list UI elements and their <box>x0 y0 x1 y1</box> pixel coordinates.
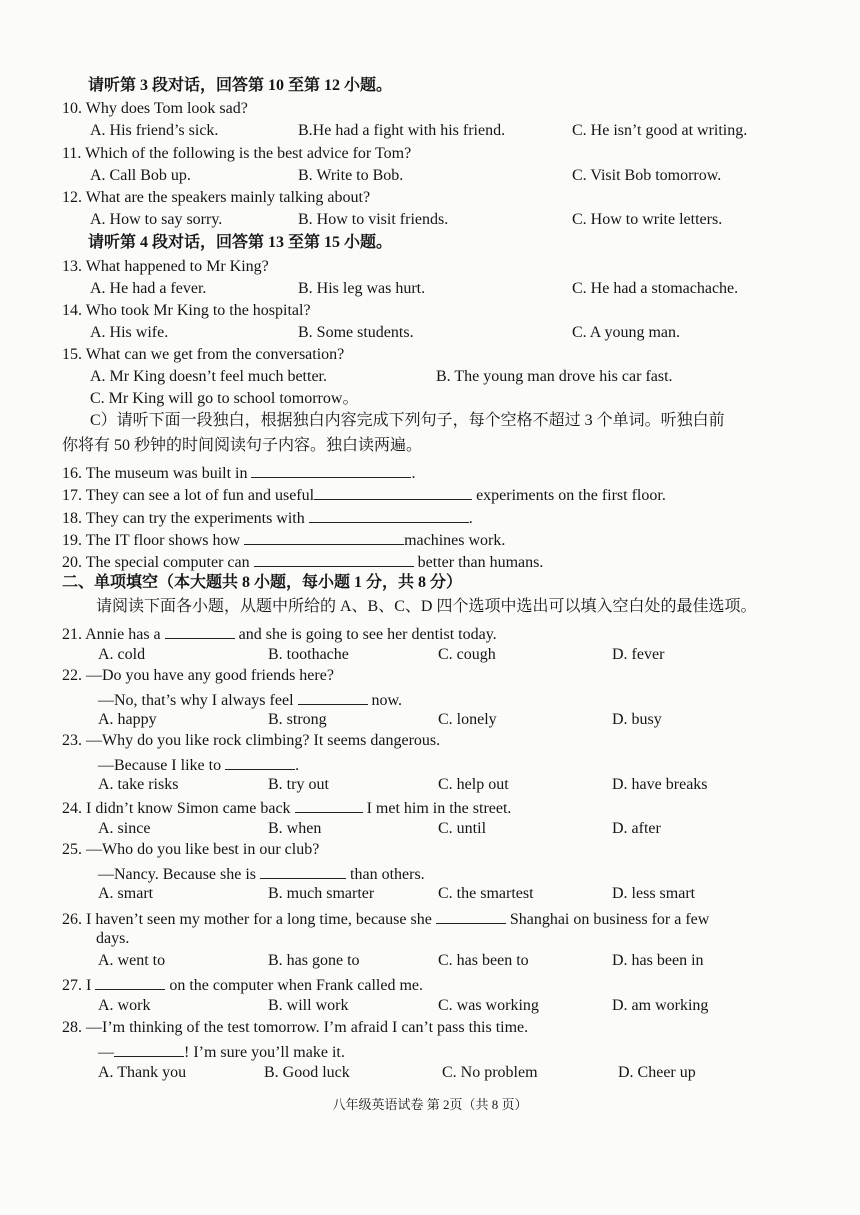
q18-sentence: 18. They can try the experiments with . <box>62 506 473 529</box>
q17-sentence: 17. They can see a lot of fun and useful experiments on the first floor. <box>62 483 666 506</box>
q23-option-a: A. take risks <box>98 776 179 793</box>
q19-blank[interactable] <box>244 528 404 545</box>
q16-blank[interactable] <box>251 461 411 478</box>
q24-option-b: B. when <box>268 820 322 837</box>
q26-option-d: D. has been in <box>612 952 704 969</box>
q11-option-b: B. Write to Bob. <box>298 167 404 184</box>
q14-option-b: B. Some students. <box>298 324 414 341</box>
q22-blank[interactable] <box>298 688 368 705</box>
q10-option-a: A. His friend’s sick. <box>90 122 219 139</box>
page-footer: 八年级英语试卷 第 2页（共 8 页） <box>332 1097 528 1112</box>
section-c-instruction-2: 你将有 50 秒钟的时间阅读句子内容。独白读两遍。 <box>62 437 423 454</box>
q10-option-b: B.He had a fight with his friend. <box>298 122 506 139</box>
q18-blank[interactable] <box>309 506 469 523</box>
q23-answer-line: —Because I like to . <box>98 753 299 776</box>
q20-sentence: 20. The special computer can better than humans. <box>62 550 543 573</box>
section-c-instruction-1: C）请听下面一段独白，根据独白内容完成下列句子，每个空格不超过 3 个单词。听独白前 <box>90 412 725 429</box>
q27-question: 27. I on the computer when Frank called me. <box>62 973 423 996</box>
q22-option-a: A. happy <box>98 711 157 728</box>
q26-option-b: B. has gone to <box>268 952 360 969</box>
q21-blank[interactable] <box>165 622 235 639</box>
q24-option-c: C. until <box>438 820 487 837</box>
q28-option-c: C. No problem <box>442 1064 538 1081</box>
q13-option-a: A. He had a fever. <box>90 280 207 297</box>
q15-option-a: A. Mr King doesn’t feel much better. <box>90 368 327 385</box>
q25-option-c: C. the smartest <box>438 885 534 902</box>
q26-option-a: A. went to <box>98 952 166 969</box>
q21-option-d: D. fever <box>612 646 665 663</box>
q28-blank[interactable] <box>114 1040 184 1057</box>
q25-question: 25. —Who do you like best in our club? <box>62 841 320 858</box>
q22-question: 22. —Do you have any good friends here? <box>62 667 334 684</box>
q24-question: 24. I didn’t know Simon came back I met him in the street. <box>62 796 511 819</box>
q28-question: 28. —I’m thinking of the test tomorrow. I’m afraid I can’t pass this time. <box>62 1019 529 1036</box>
q15-option-c: C. Mr King will go to school tomorrow。 <box>90 390 359 407</box>
q28-option-a: A. Thank you <box>98 1064 187 1081</box>
q16-sentence: 16. The museum was built in . <box>62 461 415 484</box>
q28-option-d: D. Cheer up <box>618 1064 696 1081</box>
q21-option-c: C. cough <box>438 646 496 663</box>
q21-option-b: B. toothache <box>268 646 349 663</box>
q25-blank[interactable] <box>260 862 346 879</box>
q27-option-d: D. am working <box>612 997 709 1014</box>
q14-question: 14. Who took Mr King to the hospital? <box>62 302 311 319</box>
q22-option-c: C. lonely <box>438 711 497 728</box>
section2-instruction: 请阅读下面各小题，从题中所给的 A、B、C、D 四个选项中选出可以填入空白处的最佳选项。 <box>96 598 757 615</box>
q14-option-c: C. A young man. <box>572 324 681 341</box>
q19-sentence: 19. The IT floor shows how machines work. <box>62 528 505 551</box>
q12-option-a: A. How to say sorry. <box>90 211 223 228</box>
q24-option-d: D. after <box>612 820 661 837</box>
q27-option-c: C. was working <box>438 997 539 1014</box>
q26-continuation: days. <box>96 930 130 947</box>
q20-blank[interactable] <box>254 550 414 567</box>
q22-option-b: B. strong <box>268 711 327 728</box>
q21-question: 21. Annie has a and she is going to see her dentist today. <box>62 622 497 645</box>
q15-option-b: B. The young man drove his car fast. <box>436 368 673 385</box>
q11-option-a: A. Call Bob up. <box>90 167 191 184</box>
q22-option-d: D. busy <box>612 711 662 728</box>
q28-option-b: B. Good luck <box>264 1064 350 1081</box>
q25-answer-line: —Nancy. Because she is than others. <box>98 862 425 885</box>
q15-question: 15. What can we get from the conversation? <box>62 346 345 363</box>
q25-option-a: A. smart <box>98 885 154 902</box>
q25-option-b: B. much smarter <box>268 885 375 902</box>
q10-question: 10. Why does Tom look sad? <box>62 100 248 117</box>
q21-option-a: A. cold <box>98 646 146 663</box>
section2-title: 二、单项填空（本大题共 8 小题，每小题 1 分，共 8 分） <box>62 574 463 591</box>
q13-option-c: C. He had a stomachache. <box>572 280 739 297</box>
part3-header: 请听第 3 段对话，回答第 10 至第 12 小题。 <box>88 77 393 94</box>
q26-option-c: C. has been to <box>438 952 529 969</box>
q25-option-d: D. less smart <box>612 885 696 902</box>
q23-option-b: B. try out <box>268 776 329 793</box>
part4-header: 请听第 4 段对话，回答第 13 至第 15 小题。 <box>88 234 393 251</box>
q13-option-b: B. His leg was hurt. <box>298 280 426 297</box>
q11-option-c: C. Visit Bob tomorrow. <box>572 167 722 184</box>
q28-answer-line: — ! I’m sure you’ll make it. <box>98 1040 345 1063</box>
q14-option-a: A. His wife. <box>90 324 169 341</box>
q22-answer-line: —No, that’s why I always feel now. <box>98 688 402 711</box>
q23-option-c: C. help out <box>438 776 509 793</box>
q13-question: 13. What happened to Mr King? <box>62 258 269 275</box>
q24-blank[interactable] <box>295 796 363 813</box>
q11-question: 11. Which of the following is the best advice for Tom? <box>62 145 412 162</box>
q17-blank[interactable] <box>314 483 472 500</box>
q24-option-a: A. since <box>98 820 151 837</box>
q23-question: 23. —Why do you like rock climbing? It seems dangerous. <box>62 732 441 749</box>
q26-question: 26. I haven’t seen my mother for a long time, because she Shanghai on business for a few <box>62 907 709 930</box>
q10-option-c: C. He isn’t good at writing. <box>572 122 748 139</box>
q27-blank[interactable] <box>95 973 165 990</box>
q12-option-b: B. How to visit friends. <box>298 211 449 228</box>
q12-option-c: C. How to write letters. <box>572 211 723 228</box>
q27-option-a: A. work <box>98 997 151 1014</box>
q12-question: 12. What are the speakers mainly talking about? <box>62 189 371 206</box>
q23-option-d: D. have breaks <box>612 776 708 793</box>
q23-blank[interactable] <box>225 753 295 770</box>
q27-option-b: B. will work <box>268 997 349 1014</box>
q26-blank[interactable] <box>436 907 506 924</box>
